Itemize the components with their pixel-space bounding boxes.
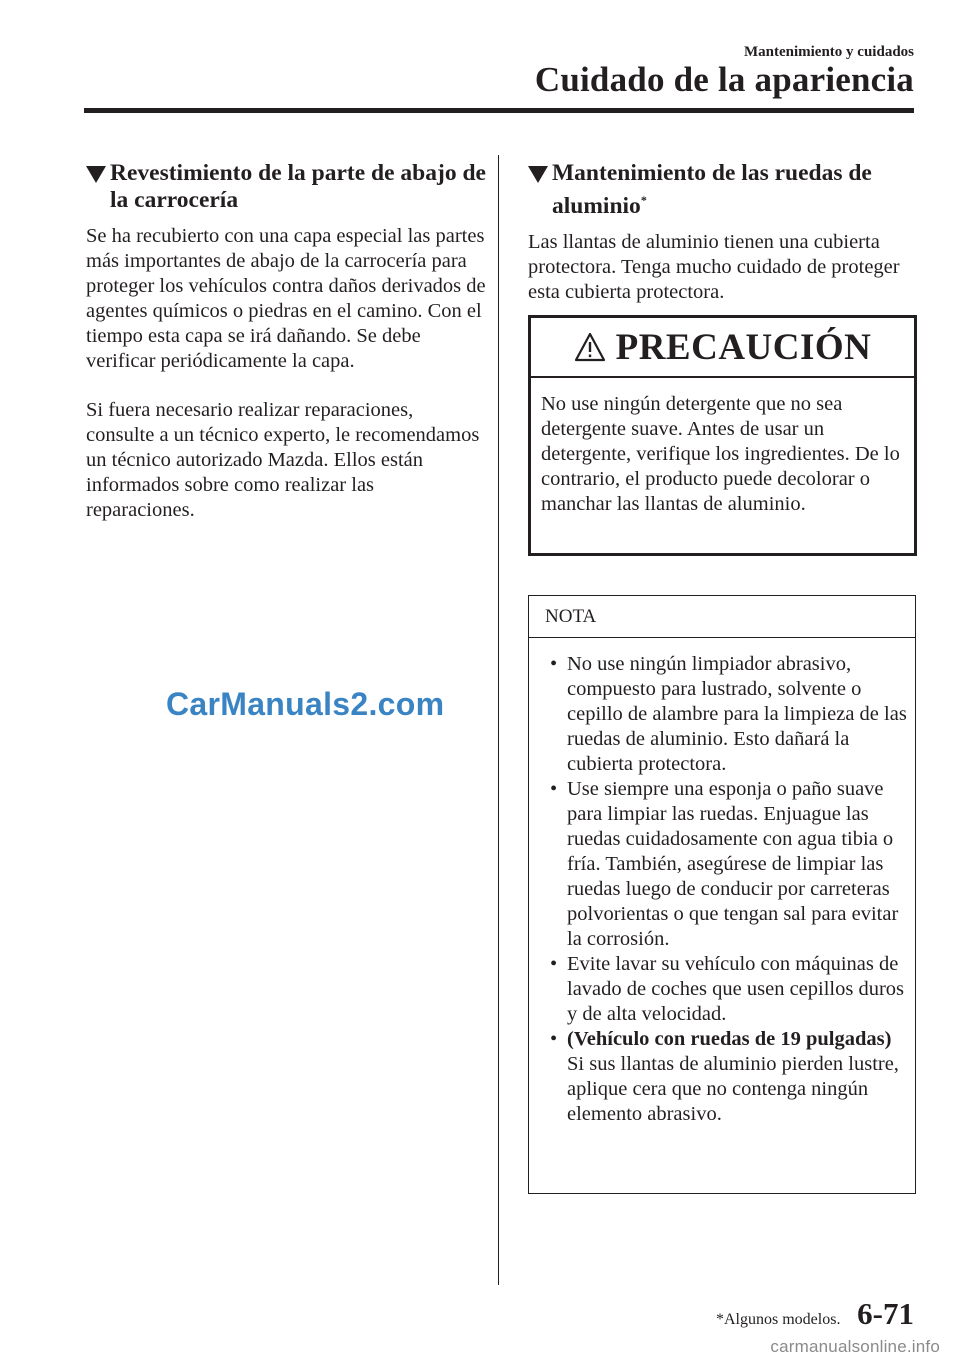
section-heading-text: Mantenimiento de las ruedas de aluminio <box>552 160 872 219</box>
footnote-marker: * <box>640 193 647 207</box>
list-item <box>545 652 909 777</box>
list-item-text: Use siempre una esponja o paño suave para limpiar las ruedas. Enjuague las ruedas cuidadosamente con agua tibia o fría. También, asegúrese de limpiar las ruedas luego de conducir por carreteras polvorientas o que tengan sal para evitar la corrosión. <box>567 778 899 950</box>
page-title: Cuidado de la apariencia <box>534 60 914 99</box>
bullet: • <box>550 778 558 800</box>
list-item-text: No use ningún limpiador abrasivo, compuesto para lustrado, solvente o cepillo de alambre para la limpieza de las ruedas de aluminio. Esto dañará la cubierta protectora. <box>567 653 907 775</box>
note-box <box>528 595 916 1194</box>
bullet: • <box>550 1028 558 1050</box>
body-paragraph: Las llantas de aluminio tienen una cubierta protectora. Tenga mucho cuidado de proteger esta cubierta protectora. <box>528 230 900 303</box>
left-column <box>86 160 486 523</box>
body-paragraph: Se ha recubierto con una capa especial las partes más importantes de abajo de la carrocería para proteger los vehículos contra daños derivados de agentes químicos o piedras en el camino. Con el tiempo esta capa se irá dañando. Se debe verificar periódicamente la capa. <box>86 225 486 372</box>
caution-header <box>531 318 914 378</box>
list-item <box>545 1027 909 1127</box>
list-item-heading: (Vehículo con ruedas de 19 pulgadas) <box>567 1028 892 1050</box>
section-heading-text: Revestimiento de la parte de abajo de la carrocería <box>110 160 486 213</box>
chapter-title: Mantenimiento y cuidados <box>743 44 914 60</box>
body-paragraph: Si fuera necesario realizar reparaciones, consulte a un técnico experto, le recomendamos un técnico autorizado Mazda. Ellos están informados sobre como realizar las reparaciones. <box>86 399 480 521</box>
caution-title: PRECAUCIÓN <box>615 326 872 368</box>
bullet: • <box>550 653 558 675</box>
caution-text: No use ningún detergente que no sea detergente suave. Antes de usar un detergente, verifique los ingredientes. De lo contrario, el producto puede decolorar o manchar las llantas de aluminio. <box>541 393 900 515</box>
bullet: • <box>550 953 558 975</box>
page-number: 6-71 <box>857 1296 914 1331</box>
source-watermark: carmanualsonline.info <box>770 1337 940 1356</box>
section-heading-underbody-coating <box>86 160 486 214</box>
list-item <box>545 777 909 952</box>
triangle-bullet-icon <box>86 166 106 183</box>
right-column <box>528 160 918 305</box>
triangle-bullet-icon <box>528 166 548 183</box>
warning-triangle-icon <box>574 332 606 362</box>
section-heading-aluminum-wheels <box>528 160 918 220</box>
footnote: *Algunos modelos. <box>716 1311 841 1328</box>
note-title: NOTA <box>529 596 915 638</box>
column-divider <box>498 155 499 1285</box>
list-item-text: Evite lavar su vehículo con máquinas de lavado de coches que usen cepillos duros y de alta velocidad. <box>567 953 905 1025</box>
list-item <box>545 952 909 1027</box>
header-divider <box>84 108 914 113</box>
caution-box <box>528 315 917 556</box>
note-list <box>529 638 915 1127</box>
watermark-logo: CarManuals2.com <box>166 686 445 722</box>
list-item-text: Si sus llantas de aluminio pierden lustre, aplique cera que no contenga ningún elemento abrasivo. <box>567 1053 899 1125</box>
